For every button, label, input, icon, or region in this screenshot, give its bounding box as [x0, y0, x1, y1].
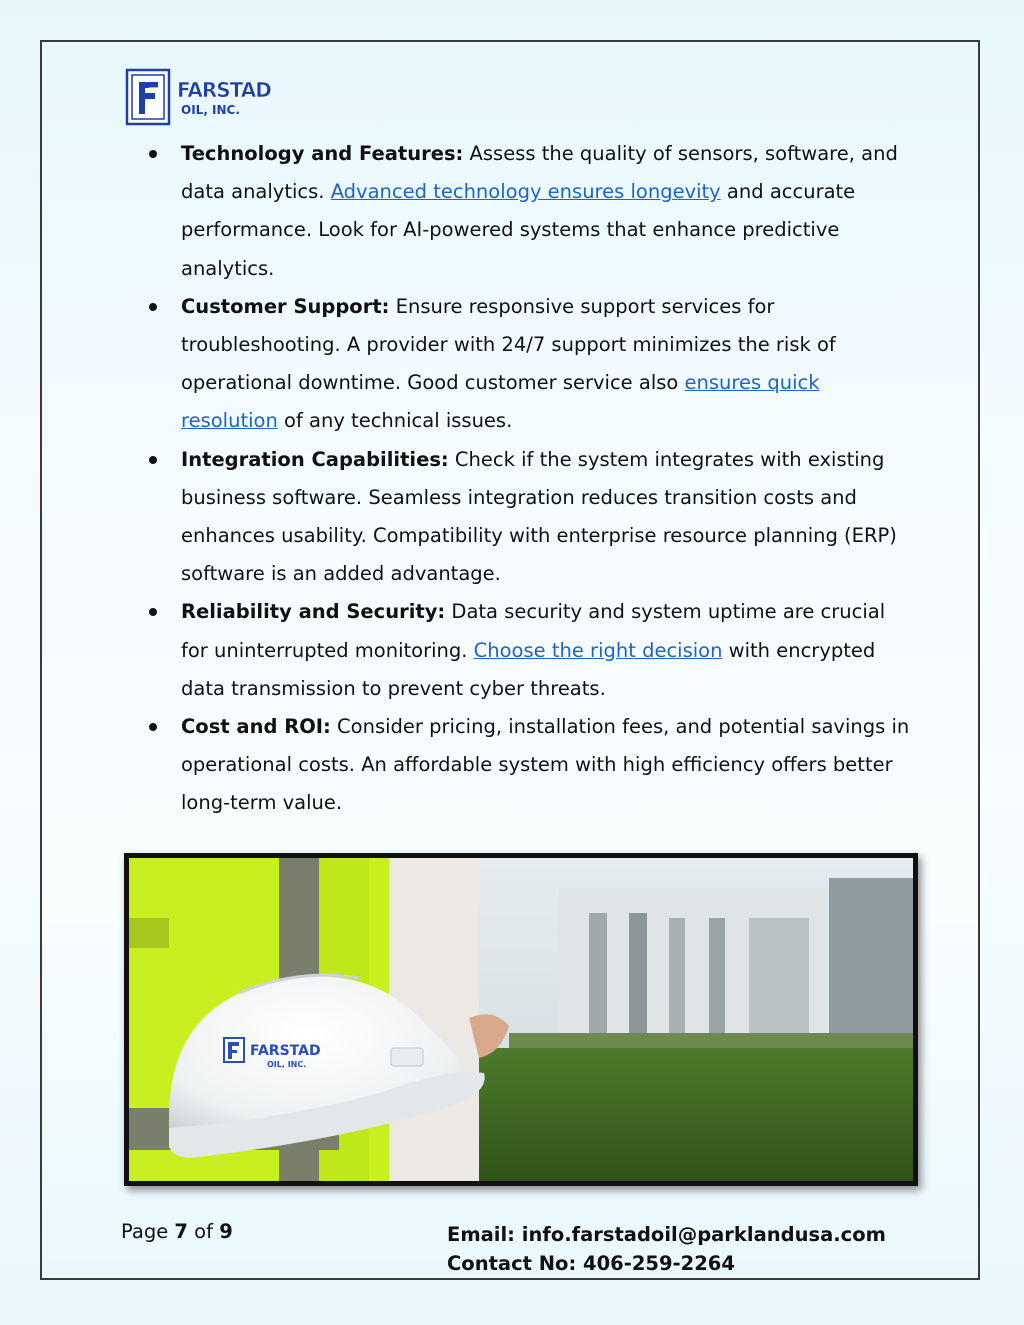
- bullet-item-integration: [140, 441, 910, 594]
- email-line: [447, 1220, 886, 1249]
- phone-label: Contact No:: [447, 1252, 584, 1275]
- bullet-heading: Technology and Features:: [181, 142, 464, 165]
- page-label: Page: [121, 1220, 175, 1243]
- bullet-text: Check if the system integrates with existing business software. Seamless integration reduces transition costs and enhances usability. Compatibility with enterprise resource planning (ERP) software is an added advantage.: [181, 447, 897, 586]
- logo-name-line1: FARSTAD: [177, 78, 271, 102]
- link-ensures-quick-resolution[interactable]: ensures quick resolution: [181, 371, 820, 433]
- bullet-text: Consider pricing, installation fees, and potential savings in operational costs. An affordable system with high efficiency offers better long-term value.: [181, 715, 910, 815]
- bullet-heading: Integration Capabilities:: [181, 447, 449, 471]
- bullet-heading: Customer Support:: [181, 294, 390, 318]
- page-number: [121, 1220, 233, 1243]
- bullet-item-reliability: [140, 593, 910, 708]
- logo-name-line2: OIL, INC.: [181, 103, 240, 117]
- bullet-item-customer-support: [140, 288, 910, 441]
- phone-number: 406-259-2264: [583, 1252, 735, 1275]
- hard-hat-photo: [124, 853, 918, 1186]
- bullet-text: with encrypted data transmission to prevent cyber threats.: [181, 638, 876, 700]
- bullet-list: [140, 135, 910, 823]
- bullet-dot: [149, 608, 157, 616]
- email-address: info.farstadoil@parklandusa.com: [521, 1223, 886, 1246]
- page-current: 7: [174, 1220, 188, 1243]
- company-logo: [125, 68, 285, 126]
- bullet-dot: [149, 150, 157, 158]
- bullet-text: and accurate performance. Look for AI-powered systems that enhance predictive analytics.: [181, 180, 856, 280]
- contact-info: [447, 1220, 886, 1278]
- bullet-dot: [149, 303, 157, 311]
- bullet-heading: Cost and ROI:: [181, 715, 331, 739]
- page-of-label: of: [187, 1220, 220, 1243]
- bullet-item-cost-roi: [140, 708, 910, 823]
- email-label: Email:: [447, 1223, 522, 1246]
- bullet-dot: [149, 723, 157, 731]
- bullet-text: Assess the quality of sensors, software, and data analytics.: [181, 142, 898, 204]
- bullet-dot: [149, 456, 157, 464]
- link-choose-right-decision[interactable]: Choose the right decision: [473, 638, 723, 662]
- bullet-heading: Reliability and Security:: [181, 600, 446, 624]
- main-content: [140, 135, 910, 823]
- link-advanced-technology[interactable]: Advanced technology ensures longevity: [330, 180, 721, 204]
- bullet-text: Ensure responsive support services for troubleshooting. A provider with 24/7 support minimizes the risk of operational downtime. Good customer service also: [181, 294, 836, 395]
- page-total: 9: [219, 1220, 233, 1243]
- bullet-text: Data security and system uptime are crucial for uninterrupted monitoring.: [181, 600, 886, 662]
- phone-line: [447, 1249, 886, 1278]
- helmet-brand-line2: OIL, INC.: [267, 1060, 307, 1069]
- bullet-text: of any technical issues.: [277, 409, 513, 433]
- helmet-brand-line1: FARSTAD: [250, 1043, 321, 1059]
- bullet-item-technology: [140, 135, 910, 288]
